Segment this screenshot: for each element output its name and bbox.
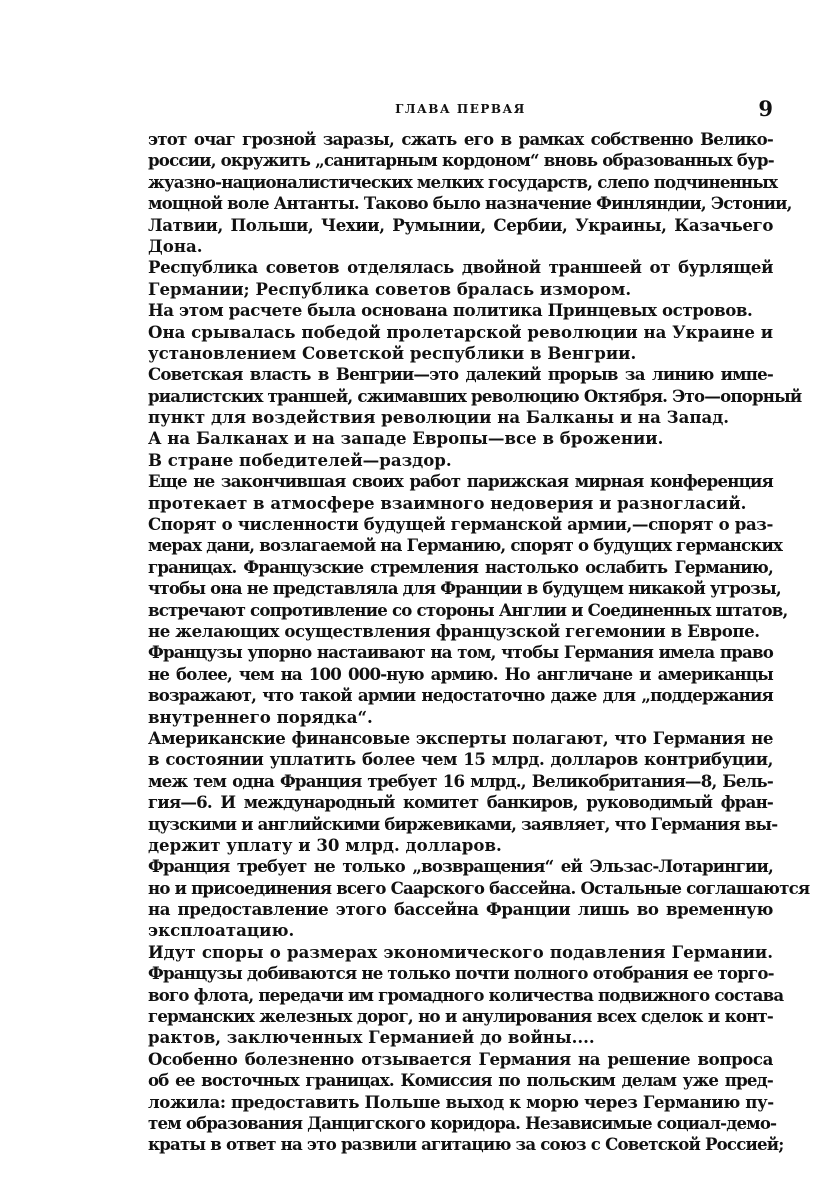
text-line: не желающих осуществления французской гегемонии в Европе. bbox=[148, 620, 760, 641]
paragraph bbox=[148, 1048, 784, 1156]
text-line: на предоставление этого бассейна Франции лишь во временную bbox=[148, 899, 773, 920]
paragraph bbox=[148, 941, 784, 1049]
text-line: внутреннего порядка“. bbox=[148, 706, 373, 727]
text-line: На этом расчете была основана политика Принцевых островов. bbox=[148, 300, 753, 321]
text-line: Французы упорно настаивают на том, чтобы Германия имела право bbox=[148, 642, 773, 663]
text-line: Американские финансовые эксперты полагают, что Германия не bbox=[148, 727, 773, 748]
text-line: в состоянии уплатить более чем 15 млрд. долларов контрибуции, bbox=[148, 749, 773, 770]
text-line: Дона. bbox=[148, 235, 203, 256]
text-line: пункт для воздействия революции на Балканы и на Запад. bbox=[148, 407, 730, 428]
paragraph bbox=[148, 727, 778, 856]
paragraph bbox=[148, 450, 773, 471]
text-line: А на Балканах и на западе Европы—все в брожении. bbox=[148, 428, 664, 449]
text-line: об ее восточных границах. Комиссия по польским делам уже пред- bbox=[148, 1070, 773, 1091]
text-line: Особенно болезненно отзывается Германия на решение вопроса bbox=[148, 1048, 773, 1069]
paragraph bbox=[148, 642, 773, 728]
text-line: меж тем одна Франция требует 16 млрд., Великобритания—8, Бель- bbox=[148, 770, 773, 791]
text-line: но и присоединения всего Саарского бассейна. Остальные соглашаются bbox=[148, 877, 810, 898]
text-line: россии, окружить „санитарным кордоном“ вновь образованных бур- bbox=[148, 150, 774, 171]
text-line: возражают, что такой армии недостаточно даже для „поддержания bbox=[148, 685, 773, 706]
text-line: Спорят о численности будущей германской армии,—спорят о раз- bbox=[148, 514, 773, 535]
text-line: германских железных дорог, но и анулирования всех сделок и конт- bbox=[148, 1006, 773, 1027]
text-line: Латвии, Польши, Чехии, Румынии, Сербии, Украины, Казачьего bbox=[148, 214, 773, 235]
paragraph bbox=[148, 300, 773, 321]
text-line: Германии; Республика советов бралась измором. bbox=[148, 278, 632, 299]
text-line: вого флота, передачи им громадного количества подвижного состава bbox=[148, 984, 784, 1005]
text-line: краты в ответ на это развили агитацию за союз с Советской Россией; bbox=[148, 1134, 784, 1155]
paragraph bbox=[148, 471, 773, 514]
paragraph bbox=[148, 364, 802, 428]
running-title: ГЛАВА ПЕРВАЯ bbox=[395, 102, 526, 116]
paragraph bbox=[148, 428, 773, 449]
text-line: Французы добиваются не только почти полного отобрания ее торго- bbox=[148, 963, 774, 984]
text-line: границах. Французские стремления настолько ослабить Германию, bbox=[148, 556, 773, 577]
text-line: риалистских траншей, сжимавших революцию Октября. Это—опорный bbox=[148, 385, 802, 406]
text-line: жуазно-националистических мелких государств, слепо подчиненных bbox=[148, 171, 778, 192]
paragraph bbox=[148, 514, 788, 642]
text-line: установлением Советской республики в Венгрии. bbox=[148, 342, 637, 363]
paragraph bbox=[148, 129, 792, 257]
page-header bbox=[148, 96, 773, 124]
text-line: этот очаг грозной заразы, сжать его в рамках собственно Велико- bbox=[148, 129, 773, 149]
text-line: гия—6. И международный комитет банкиров, руководимый фран- bbox=[148, 792, 773, 813]
text-line: встречают сопротивление со стороны Англии и Соединенных штатов, bbox=[148, 599, 788, 620]
paragraph bbox=[148, 856, 810, 942]
text-line: цузскими и английскими биржевиками, заявляет, что Германия вы- bbox=[148, 813, 778, 834]
text-line: держит уплату и 30 млрд. долларов. bbox=[148, 834, 502, 855]
text-line: Еще не закончившая своих работ парижская мирная конференция bbox=[148, 471, 773, 492]
text-line: Республика советов отделялась двойной траншеей от бурлящей bbox=[148, 257, 773, 278]
text-line: тем образования Данцигского коридора. Независимые социал-демо- bbox=[148, 1112, 777, 1133]
text-line: эксплоатацию. bbox=[148, 920, 295, 941]
text-line: протекает в атмосфере взаимного недоверия и разногласий. bbox=[148, 492, 747, 513]
text-line: не более, чем на 100 000-ную армию. Но англичане и американцы bbox=[148, 663, 773, 684]
text-line: Франция требует не только „возвращения“ ей Эльзас-Лотарингии, bbox=[148, 856, 773, 877]
page-number: 9 bbox=[758, 96, 773, 121]
text-line: Советская власть в Венгрии—это далекий прорыв за линию импе- bbox=[148, 364, 773, 385]
text-line: В стране победителей—раздор. bbox=[148, 449, 452, 470]
text-line: Она срывалась победой пролетарской революции на Украине и bbox=[148, 321, 774, 342]
paragraph bbox=[148, 322, 773, 365]
text-line: мерах дани, возлагаемой на Германию, спорят о будущих германских bbox=[148, 535, 783, 556]
text-line: мощной воле Антанты. Таково было назначение Финляндии, Эстонии, bbox=[148, 193, 792, 214]
text-line: Идут споры о размерах экономического подавления Германии. bbox=[148, 941, 773, 962]
text-line: ложила: предоставить Польше выход к морю через Германию пу- bbox=[148, 1091, 774, 1112]
text-line: чтобы она не представляла для Франции в будущем никакой угрозы, bbox=[148, 578, 781, 599]
paragraph bbox=[148, 257, 773, 300]
text-line: рактов, заключенных Германией до войны.... bbox=[148, 1027, 595, 1048]
body-text bbox=[148, 129, 810, 1156]
